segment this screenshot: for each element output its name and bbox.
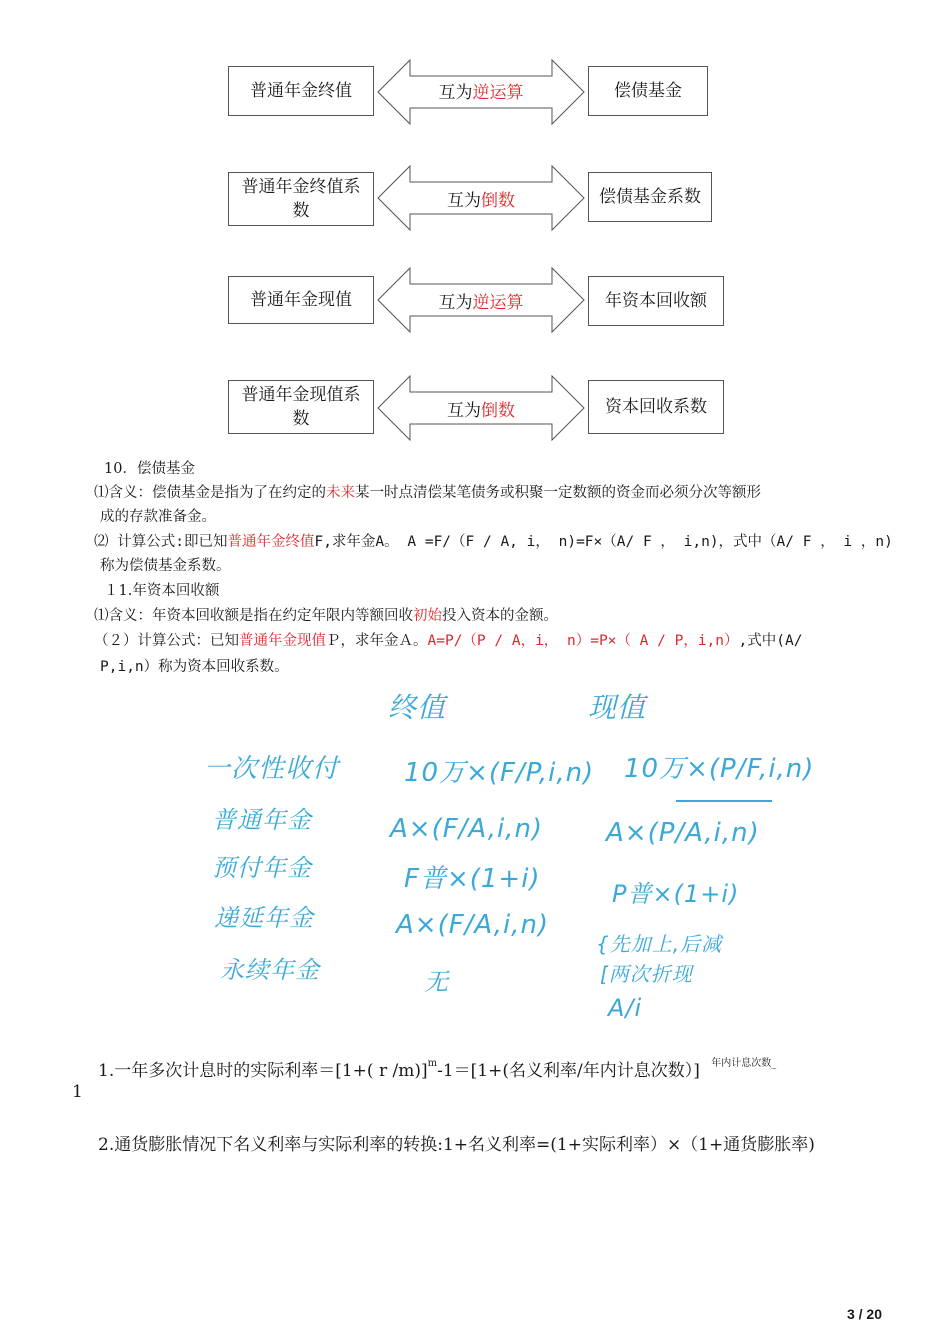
formula-effective-rate-cont: 1 (72, 1082, 83, 1102)
hw-fv-perpetuity: 无 (424, 968, 449, 996)
section-10-formula-cont: 称为偿债基金系数。 (100, 558, 231, 574)
box-annuity-fv: 普通年金终值 (228, 66, 374, 116)
hw-fv-ordinary: A×(F/A,i,n) (390, 814, 544, 844)
hw-row-lump-sum: 一次性收付 (204, 754, 340, 784)
hw-fv-lump-sum: 10万×(F/P,i,n) (404, 758, 595, 788)
section-11-definition: ⑴含义：年资本回收额是指在约定年限内等额回收初始投入资本的金额。 (94, 608, 558, 624)
hw-pv-ordinary: A×(P/A,i,n) (606, 818, 760, 848)
formula-effective-rate: 1.一年多次计息时的实际利率＝[1+( r /m)]$^m$-1＝[1+(名义利率/年内计息次数）] $^{年内计息次数\_}$ (98, 1058, 777, 1081)
hw-fv-deferred: A×(F/A,i,n) (396, 910, 550, 940)
arrow-label: 互为倒数 (447, 191, 515, 211)
box-sinking-fund-factor: 偿债基金系数 (588, 172, 712, 222)
page-number: 3 / 20 (846, 1306, 882, 1322)
arrow-label: 互为倒数 (447, 401, 515, 421)
section-11-formula-cont: P,i,n）称为资本回收系数。 (100, 659, 289, 675)
box-capital-recovery-factor: 资本回收系数 (588, 380, 724, 434)
box-annuity-pv: 普通年金现值 (228, 276, 374, 324)
hw-row-annuity-due: 预付年金 (212, 854, 312, 882)
hw-pv-lump-sum: 10万×(P/F,i,n) (624, 754, 815, 784)
hw-pv-deferred-1: {先加上,后减 (596, 932, 723, 956)
box-annuity-fv-factor: 普通年金终值系数 (228, 172, 374, 226)
formula-inflation: 2.通货膨胀情况下名义利率与实际利率的转换:1+名义利率=(1+实际利率）×（1+通货膨胀率) (98, 1135, 815, 1155)
hw-row-deferred-annuity: 递延年金 (214, 904, 314, 932)
hw-header-fv: 终值 (388, 691, 447, 724)
section-11-title: １1.年资本回收额 (104, 583, 220, 599)
section-10-definition-cont: 成的存款准备金。 (100, 509, 216, 525)
hw-row-perpetuity: 永续年金 (220, 956, 320, 984)
section-11-formula: （２）计算公式：已知普通年金现值Ｐ，求年金Ａ。A=P/（P / A，i， n）=P×（ A / P，i,n）,式中(A/ (94, 633, 803, 649)
hw-fv-due: F普×(1+i) (404, 864, 541, 894)
hw-pv-perpetuity: A/i (608, 994, 643, 1022)
box-sinking-fund: 偿债基金 (588, 66, 708, 116)
section-10-definition: ⑴含义：偿债基金是指为了在约定的未来某一时点清偿某笔债务或积聚一定数额的资金而必须分次等额形 (94, 485, 761, 501)
hw-underline (676, 798, 776, 804)
arrow-label: 互为逆运算 (438, 293, 524, 313)
hw-pv-due: P普×(1+i) (612, 880, 740, 908)
box-annuity-pv-factor: 普通年金现值系数 (228, 380, 374, 434)
section-10-title: 10．偿债基金 (104, 461, 195, 477)
hw-header-pv: 现值 (588, 691, 647, 724)
box-capital-recovery: 年资本回收额 (588, 276, 724, 326)
hw-pv-deferred-2: [两次折现 (600, 962, 693, 986)
section-10-formula: ⑵ 计算公式:即已知普通年金终值F,求年金A。 A =F/（F / A, i， n)=F×（A/ F ， i,n)，式中（A/ F ， i ，n) (94, 534, 893, 550)
hw-row-ordinary-annuity: 普通年金 (212, 806, 312, 834)
arrow-label: 互为逆运算 (438, 83, 524, 103)
